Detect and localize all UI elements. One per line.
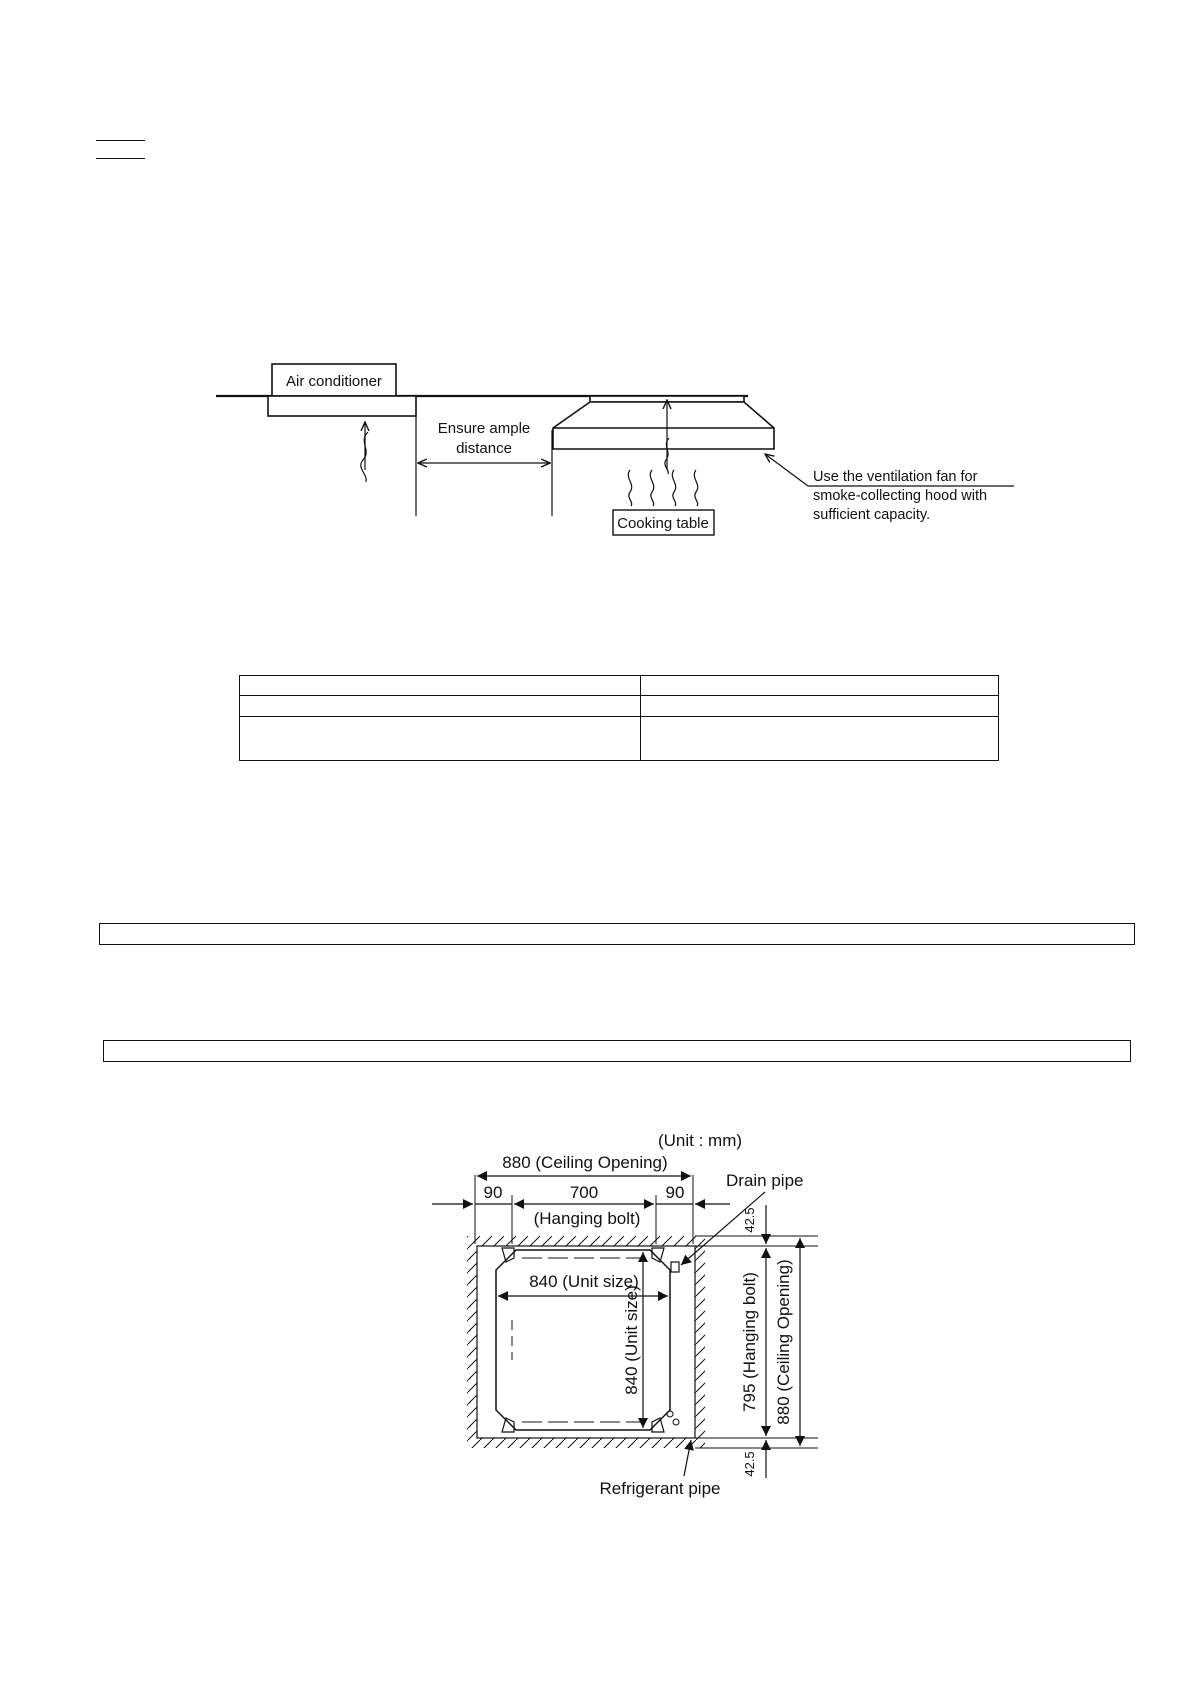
vent-note-line2: smoke-collecting hood with: [813, 488, 988, 504]
air-conditioner-label: Air conditioner: [286, 373, 382, 390]
distance-label-line2: distance: [456, 440, 512, 457]
bracket-top-left: [502, 1248, 514, 1262]
empty-table: [239, 675, 999, 761]
bracket-bottom-left: [502, 1418, 514, 1432]
top-offset-label: 42.5: [742, 1207, 757, 1233]
vent-note-line3: sufficient capacity.: [813, 507, 931, 523]
vent-note-line1: Use the ventilation fan for: [813, 469, 978, 485]
kitchen-installation-diagram: [0, 0, 1190, 560]
left-margin-label: 90: [483, 1183, 503, 1202]
hanging-bolt-height-label: 795 (Hanging bolt): [740, 1272, 759, 1412]
smoke-wave-4: [694, 470, 697, 506]
unit-height-label: 840 (Unit size): [622, 1285, 641, 1395]
distance-label-line1: Ensure ample: [437, 420, 531, 437]
drain-pipe-label: Drain pipe: [726, 1171, 804, 1190]
table-row: [240, 696, 999, 717]
bottom-offset-label: 42.5: [742, 1451, 757, 1477]
unit-label: (Unit : mm): [657, 1131, 743, 1150]
cooking-table-label: Cooking table: [617, 515, 709, 532]
bracket-top-right: [652, 1248, 664, 1262]
hanging-bolt-label: (Hanging bolt): [533, 1209, 641, 1228]
ceiling-width-label: 880 (Ceiling Opening): [502, 1153, 668, 1172]
table-row: [240, 717, 999, 761]
section-heading-box-1: [99, 923, 1135, 945]
unit-width-label: 840 (Unit size): [529, 1272, 639, 1291]
refrigerant-pipe-label: Refrigerant pipe: [599, 1479, 721, 1498]
right-margin-label: 90: [665, 1183, 685, 1202]
vent-callout-arrow: [765, 454, 808, 486]
ac-airflow-wave: [361, 432, 368, 482]
ceiling-height-label: 880 (Ceiling Opening): [774, 1259, 793, 1425]
smoke-wave-2: [650, 470, 653, 506]
ceiling-opening-diagram: [0, 1110, 1190, 1520]
table-row: [240, 676, 999, 696]
smoke-hood: [553, 402, 774, 449]
air-conditioner-panel: [268, 396, 416, 416]
section-heading-box-2: [103, 1040, 1131, 1062]
smoke-wave-3: [672, 470, 675, 506]
smoke-wave-1: [628, 470, 631, 506]
bolt-spacing-label: 700: [569, 1183, 599, 1202]
drain-stub: [671, 1262, 679, 1272]
bracket-bottom-right: [652, 1418, 664, 1432]
